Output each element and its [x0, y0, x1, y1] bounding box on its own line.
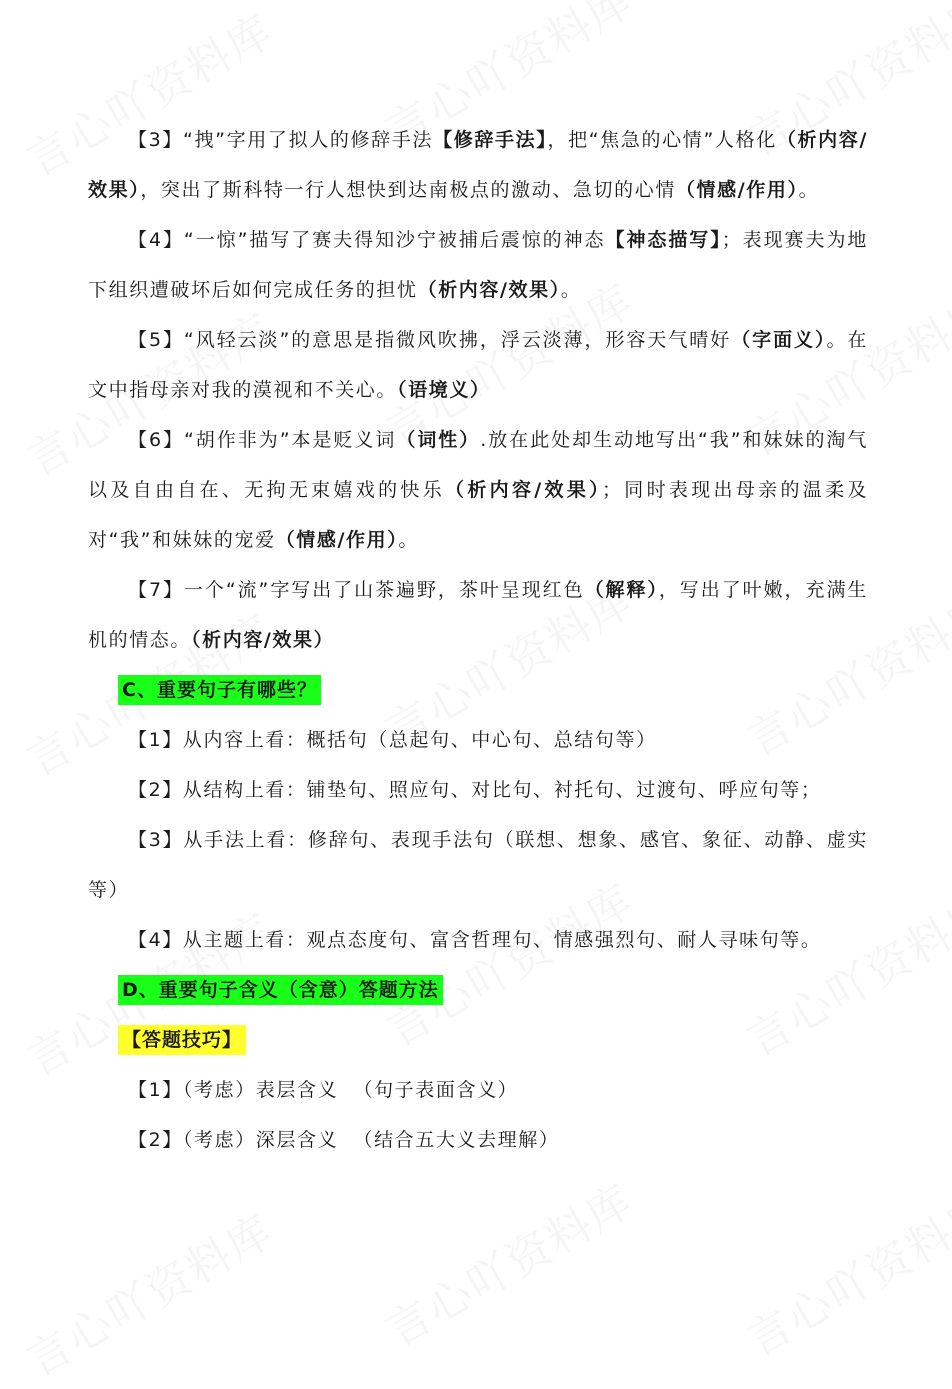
text: 。: [560, 279, 582, 301]
label-analysis: （析内容/效果）: [191, 629, 335, 651]
section-c-heading: C、重要句子有哪些？: [118, 675, 321, 705]
section-d: [88, 965, 868, 1165]
text: 。在文中指母亲对我的漠视和不关心。: [88, 329, 869, 401]
label-analysis: （析内容/效果）: [417, 279, 561, 301]
section-d-heading: D、重要句子含义（含意）答题方法: [118, 975, 443, 1005]
label-analysis: （析内容/效果）: [88, 129, 868, 201]
text: ，写出了叶嫩，充满生机的情态。: [88, 579, 868, 651]
watermark: [12, 1195, 283, 1388]
text: ；表现赛夫为地下组织遭破坏后如何完成任务的担忧: [88, 229, 868, 301]
paragraph-5: [88, 315, 868, 415]
label-analysis: （析内容/效果）: [445, 479, 602, 501]
text: ，把“焦急的心情”人格化: [547, 129, 777, 151]
watermark: [372, 1165, 643, 1358]
text: 【7】一个“流”字写出了山茶遍野，茶叶呈现红色: [128, 579, 585, 601]
watermark: [732, 1175, 952, 1368]
section-c: [88, 665, 868, 965]
text: 。: [398, 529, 419, 551]
text: 【6】“胡作非为”本是贬义词: [128, 429, 397, 451]
label-rhetoric: 【修辞手法】: [433, 129, 548, 151]
document-body: [88, 115, 868, 1165]
paragraph-7: [88, 565, 868, 665]
list-item: 【4】从主题上看：观点态度句、富含哲理句、情感强烈句、耐人寻味句等。: [128, 929, 822, 951]
label-word-type: （词性）: [396, 429, 481, 451]
list-item: 【1】（考虑）表层含义 （句子表面含义）: [128, 1079, 519, 1101]
paragraph-4: [88, 215, 868, 315]
paragraph-6: [88, 415, 868, 565]
list-item: 【2】（考虑）深层含义 （结合五大义去理解）: [128, 1129, 560, 1151]
text: ，突出了斯科特一行人想快到达南极点的激动、急切的心情: [140, 179, 676, 201]
text: 【5】“风轻云淡”的意思是指微风吹拂，浮云淡薄，形容天气晴好: [128, 329, 732, 351]
paragraph-3: [88, 115, 868, 215]
label-expression: 【神态描写】: [605, 229, 722, 251]
label-explain: （解释）: [584, 579, 659, 601]
text: 。: [798, 179, 820, 201]
answer-tip-label: 【答题技巧】: [118, 1025, 246, 1055]
label-literal: （字面义）: [731, 329, 827, 351]
text: ；同时表现出母亲的温柔及对“我”和妹妹的宠爱: [88, 479, 869, 551]
list-item: 【1】从内容上看：概括句（总起句、中心句、总结句等）: [128, 729, 657, 751]
text: .放在此处却生动地写出“我”和妹妹的淘气以及自由自在、无拘无束嬉戏的快乐: [88, 429, 868, 501]
label-emotion: （情感/作用）: [675, 179, 799, 201]
list-item: 【2】从结构上看：铺垫句、照应句、对比句、衬托句、过渡句、呼应句等；: [128, 779, 822, 801]
list-item: 【3】从手法上看：修辞句、表现手法句（联想、想象、感官、象征、动静、虚实等）: [88, 829, 868, 901]
label-context: （语境义）: [397, 379, 491, 401]
label-emotion: （情感/作用）: [275, 529, 399, 551]
text: 【3】“拽”字用了拟人的修辞手法: [128, 129, 434, 151]
text: 【4】“一惊”描写了赛夫得知沙宁被捕后震惊的神态: [128, 229, 606, 251]
